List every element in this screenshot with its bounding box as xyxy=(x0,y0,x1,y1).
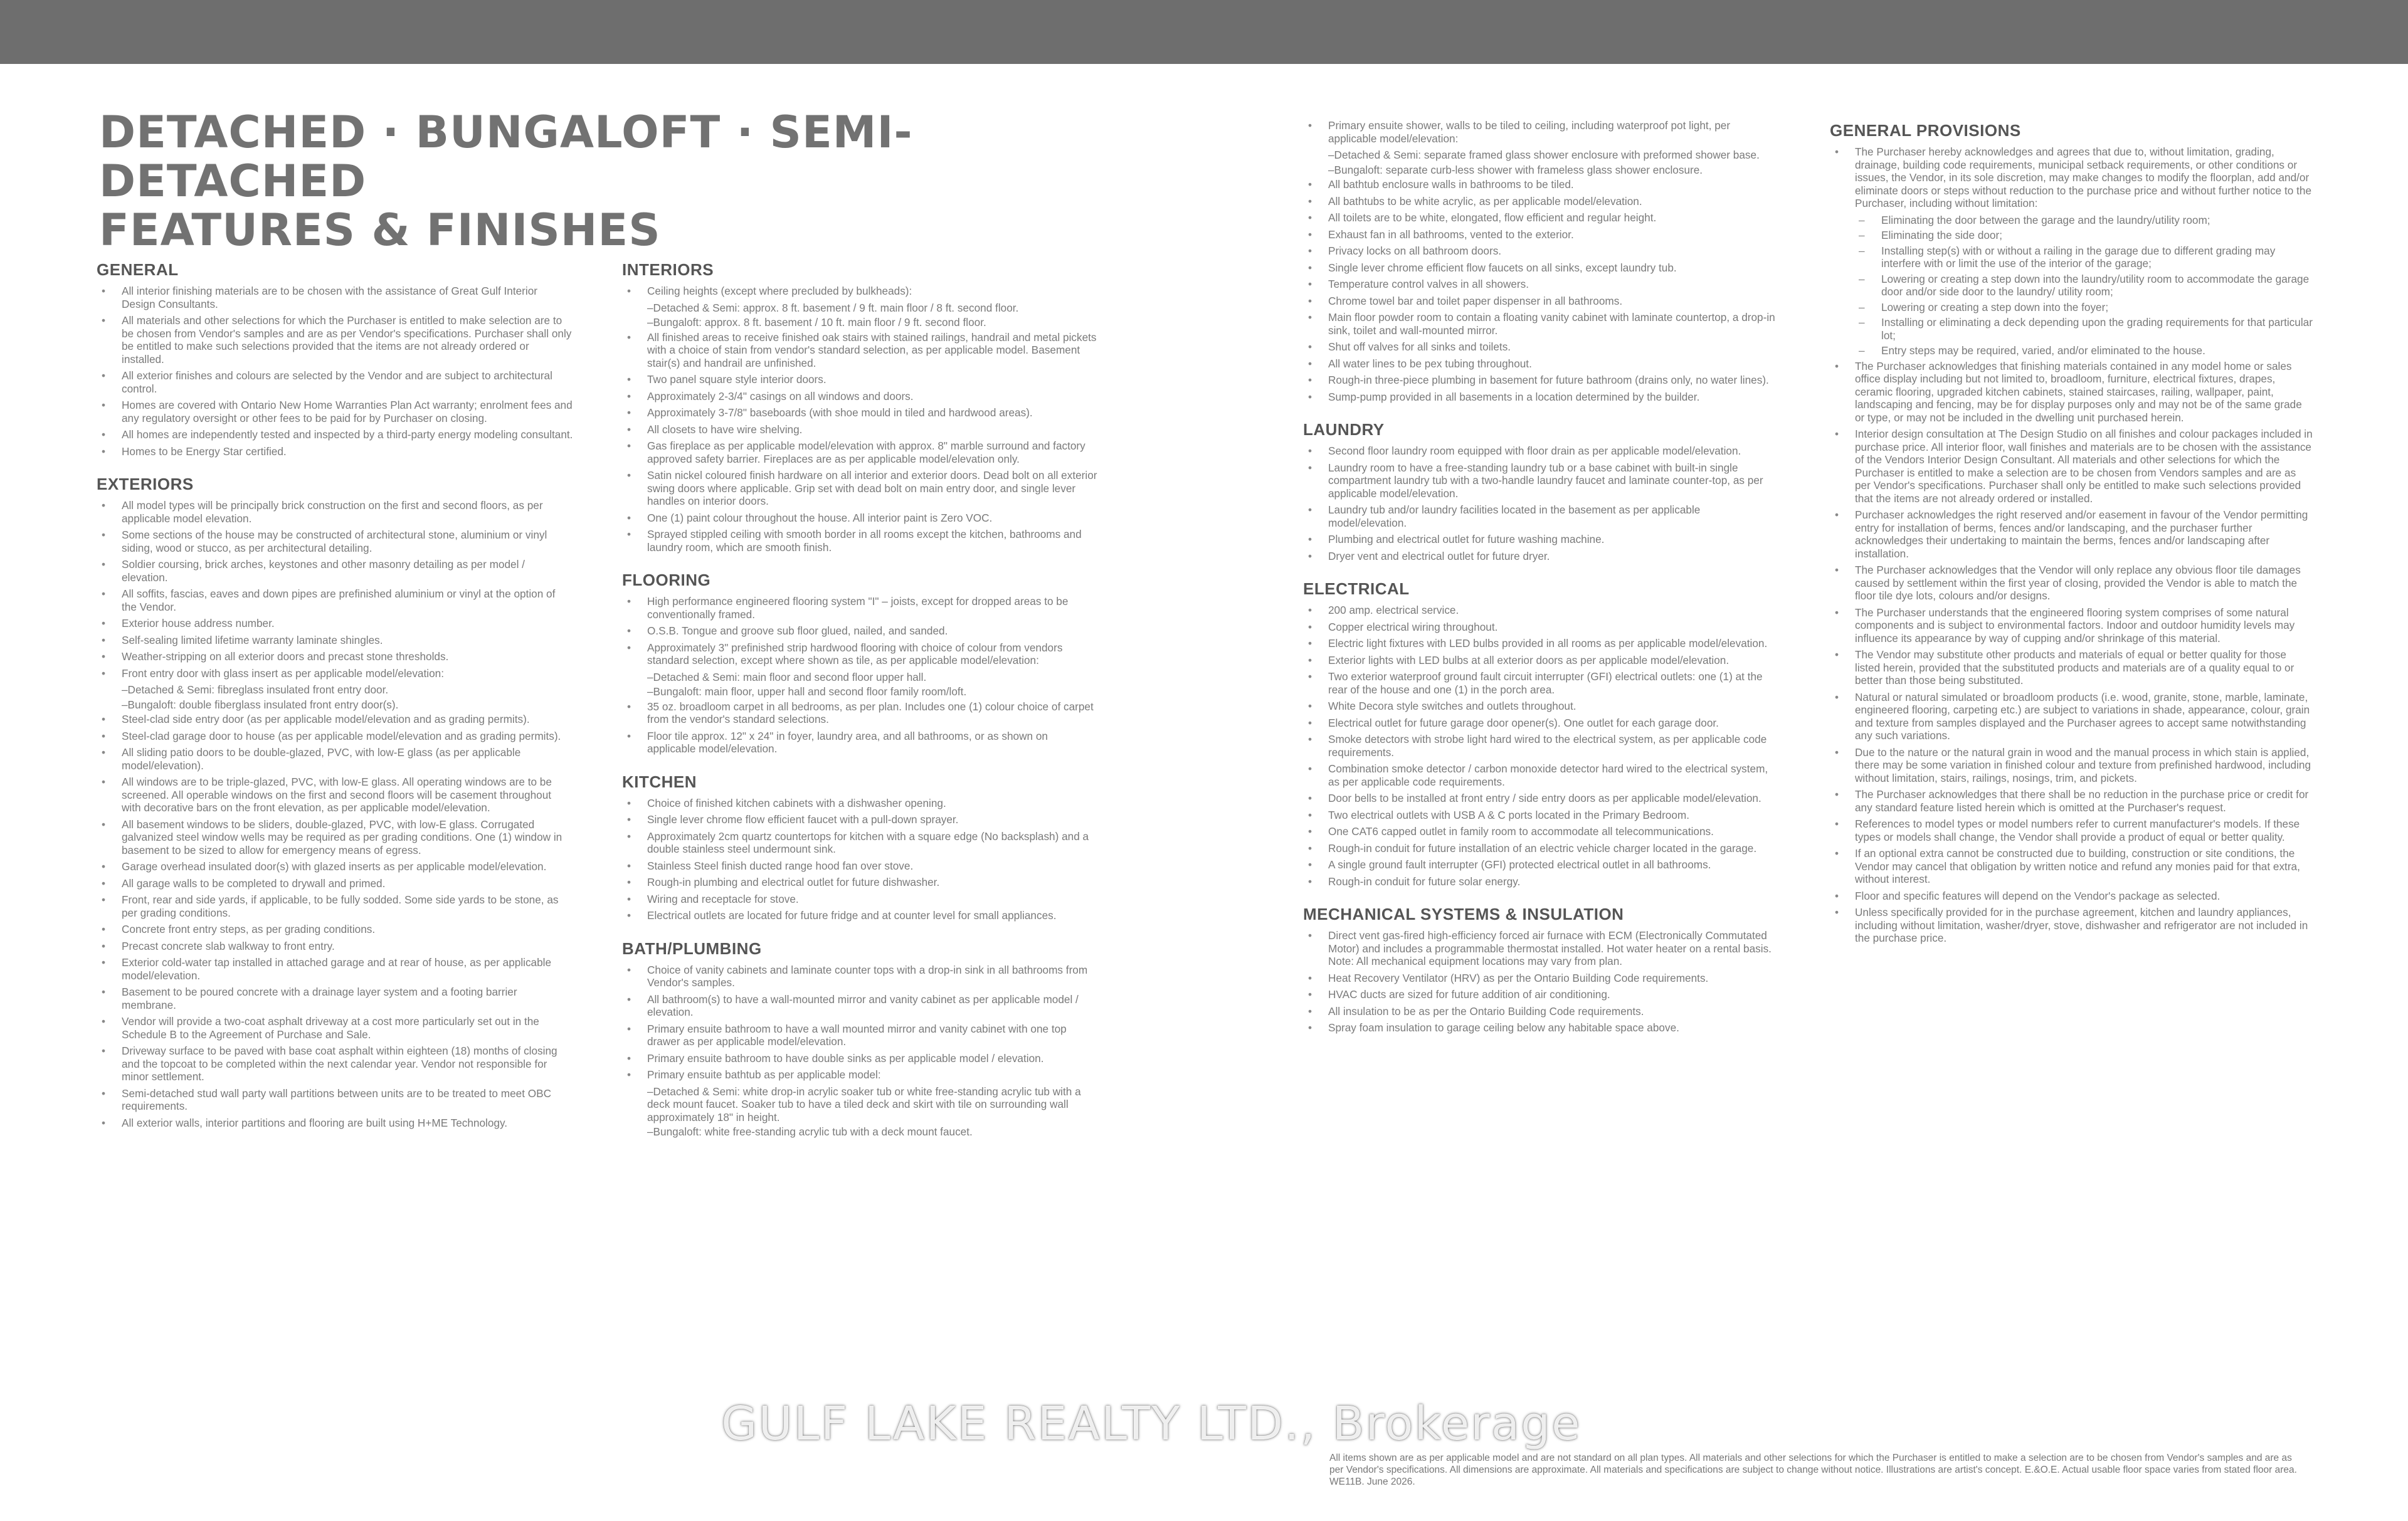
list-item: • Electrical outlets are located for future fridge and at counter level for small appliances. xyxy=(622,909,1099,922)
section-bath-plumbing xyxy=(622,937,1099,1139)
list-item: • Primary ensuite bathtub as per applicable model: xyxy=(622,1068,1099,1082)
feature-list xyxy=(622,797,1099,922)
list-item: • All garage walls to be completed to drywall and primed. xyxy=(97,877,573,890)
list-item: • Semi-detached stud wall party wall partitions between units are to be treated to meet OBC requirements. xyxy=(97,1087,573,1113)
list-item: • The Purchaser acknowledges that there shall be no reduction in the purchase price or credit for any standard feature listed herein which is omitted at the Purchaser's request. xyxy=(1830,788,2314,814)
list-item: • Gas fireplace as per applicable model/elevation with approx. 8" marble surround and factory approved safety barrier. Fireplaces are as per applicable model/elevation only. xyxy=(622,439,1099,465)
section-heading: GENERAL xyxy=(97,260,179,279)
list-item: • Due to the nature or the natural grain in wood and the manual process in which stain is applied, there may be some variation in finished colour and texture from prefinished hardwood, including without limitation, stairs, railings, nosings, trim, and pickets. xyxy=(1830,746,2314,785)
sub-list-item: –Bungaloft: approx. 8 ft. basement / 10 ft. main floor / 9 ft. second floor. xyxy=(647,316,986,329)
list-item: • Front, rear and side yards, if applicable, to be fully sodded. Some side yards to be stone, as per grading conditions. xyxy=(97,893,573,919)
list-item: • Heat Recovery Ventilator (HRV) as per the Ontario Building Code requirements. xyxy=(1303,972,1780,985)
list-item: • Door bells to be installed at front entry / side entry doors as per applicable model/elevation. xyxy=(1303,792,1780,805)
column-4 xyxy=(1830,119,2314,960)
list-item: • Primary ensuite shower, walls to be tiled to ceiling, including waterproof pot light, per applicable model/elevation: xyxy=(1303,119,1780,145)
feature-list xyxy=(97,285,573,458)
section-heading: BATH/PLUMBING xyxy=(622,939,762,958)
title-line-2: FEATURES & FINISHES xyxy=(99,204,661,256)
list-item: • If an optional extra cannot be constructed due to building, construction or site conditions, the Vendor may cancel that obligation by written notice and refund any monies paid for that extra, without interest. xyxy=(1830,847,2314,886)
list-item: • Floor and specific features will depend on the Vendor's package as selected. xyxy=(1830,890,2314,903)
sub-list-item: – Eliminating the side door; xyxy=(1830,229,2314,242)
section-heading: ELECTRICAL xyxy=(1303,579,1410,598)
list-item: • A single ground fault interrupter (GFI) protected electrical outlet in all bathrooms. xyxy=(1303,858,1780,871)
list-item: • All bathtub enclosure walls in bathrooms to be tiled. xyxy=(1303,178,1780,191)
section-laundry xyxy=(1303,418,1780,562)
section-kitchen xyxy=(622,771,1099,922)
list-item: • Two electrical outlets with USB A & C ports located in the Primary Bedroom. xyxy=(1303,809,1780,822)
list-item: • Wiring and receptacle for stove. xyxy=(622,893,1099,906)
list-item: • Copper electrical wiring throughout. xyxy=(1303,621,1780,634)
list-item: • Choice of finished kitchen cabinets with a dishwasher opening. xyxy=(622,797,1099,810)
list-item: • The Vendor may substitute other products and materials of equal or better quality for those listed herein, provided that the substituted products and materials are of a quality equal to or better than those being substituted. xyxy=(1830,648,2314,687)
list-item: • All basement windows to be sliders, double-glazed, PVC, with low-E glass. Corrugated galvanized steel window wells may be required as per grading conditions. One (1) window in basement to be sized to allow for emergency means of egress. xyxy=(97,818,573,857)
section-interiors xyxy=(622,258,1099,554)
section-exteriors xyxy=(97,473,573,1129)
section-heading: MECHANICAL SYSTEMS & INSULATION xyxy=(1303,905,1624,924)
feature-list xyxy=(1303,604,1780,888)
list-item: • All sliding patio doors to be double-glazed, PVC, with low-E glass (as per applicable model/elevation). xyxy=(97,746,573,772)
list-item: • Approximately 3" prefinished strip hardwood flooring with choice of colour from vendors standard selection, except where shown as tile, as per applicable model/elevation: xyxy=(622,641,1099,667)
list-item: • Two exterior waterproof ground fault circuit interrupter (GFI) electrical outlets: one (1) at the rear of the house and one (1) in the porch area. xyxy=(1303,670,1780,696)
list-item: • Unless specifically provided for in the purchase agreement, kitchen and laundry appliances, including without limitation, washer/dryer, stove, dishwasher and refrigerator are not included in the purchase price. xyxy=(1830,906,2314,945)
list-item: • High performance engineered flooring system "I" – joists, except for dropped areas to be conventionally framed. xyxy=(622,595,1099,621)
sub-list-item: – Installing or eliminating a deck depending upon the grading requirements for that particular lot; xyxy=(1830,316,2314,342)
sub-list-item: –Detached & Semi: white drop-in acrylic soaker tub or white free-standing acrylic tub with a deck mount faucet. Soaker tub to have a tiled deck and skirt with tile on surrounding wall approximately 18" in height. xyxy=(647,1085,1081,1124)
feature-list xyxy=(97,499,573,1129)
list-item: • Garage overhead insulated door(s) with glazed inserts as per applicable model/elevation. xyxy=(97,860,573,873)
list-item: • Steel-clad garage door to house (as per applicable model/elevation and as grading permits). xyxy=(97,730,573,743)
list-item: • Temperature control valves in all showers. xyxy=(1303,278,1780,291)
list-item: • The Purchaser acknowledges that the Vendor will only replace any obvious floor tile damages caused by settlement within the first year of closing, provided the Vendor is able to match the floor tile dye lots, colours and/or designs. xyxy=(1830,564,2314,603)
list-item: • One CAT6 capped outlet in family room to accommodate all telecommunications. xyxy=(1303,825,1780,838)
feature-list xyxy=(622,595,1099,755)
list-item: • Plumbing and electrical outlet for future washing machine. xyxy=(1303,533,1780,546)
top-banner xyxy=(0,0,2408,64)
list-item: • 200 amp. electrical service. xyxy=(1303,604,1780,617)
column-2 xyxy=(622,258,1099,1154)
list-item: • Rough-in three-piece plumbing in basement for future bathroom (drains only, no water lines). xyxy=(1303,374,1780,387)
section-heading: EXTERIORS xyxy=(97,475,194,493)
list-item: • Laundry tub and/or laundry facilities located in the basement as per applicable model/elevation. xyxy=(1303,503,1780,529)
section-heading: GENERAL PROVISIONS xyxy=(1830,121,2021,140)
list-item: • Weather-stripping on all exterior doors and precast stone thresholds. xyxy=(97,650,573,663)
list-item: • Exterior lights with LED bulbs at all exterior doors as per applicable model/elevation. xyxy=(1303,654,1780,667)
list-item: • All bathroom(s) to have a wall-mounted mirror and vanity cabinet as per applicable model / elevation. xyxy=(622,993,1099,1019)
section-general xyxy=(97,258,573,458)
list-item: • Two panel square style interior doors. xyxy=(622,373,1099,386)
list-item: • References to model types or model numbers refer to current manufacturer's models. If these types or models shall change, the Vendor shall provide a product of equal or better quality. xyxy=(1830,818,2314,843)
list-item: • One (1) paint colour throughout the house. All interior paint is Zero VOC. xyxy=(622,512,1099,525)
sub-list-item: –Detached & Semi: approx. 8 ft. basement / 9 ft. main floor / 8 ft. second floor. xyxy=(647,301,1019,314)
section-heading: KITCHEN xyxy=(622,772,697,791)
section-heading: INTERIORS xyxy=(622,260,714,279)
section-general-provisions xyxy=(1830,119,2314,945)
list-item: • Direct vent gas-fired high-efficiency forced air furnace with ECM (Electronically Commutated Motor) and includes a programmable thermostat installed. Hot water heater on a rental basis. Note: All mechanical equipment locations may vary from plan. xyxy=(1303,929,1780,968)
list-item: • All toilets are to be white, elongated, flow efficient and regular height. xyxy=(1303,211,1780,224)
feature-list xyxy=(622,964,1099,1139)
feature-list xyxy=(1303,445,1780,562)
list-item: • Primary ensuite bathroom to have a wall mounted mirror and vanity cabinet with one top drawer as per applicable model/elevation. xyxy=(622,1023,1099,1048)
list-item: • Interior design consultation at The Design Studio on all finishes and colour packages included in purchase price. All interior floor, wall finishes and materials are to be chosen with the assistance of the Vendors Interior Design Consultant. All materials and other selections for which the Purchaser is entitled to make a selection are to be chosen from Vendors samples and are as per Vendor's specifications. Purchaser shall only be entitled to make such selections provided that the items are not already ordered or installed. xyxy=(1830,428,2314,505)
list-item: • All exterior finishes and colours are selected by the Vendor and are subject to architectural control. xyxy=(97,369,573,395)
list-item: • Electric light fixtures with LED bulbs provided in all rooms as per applicable model/elevation. xyxy=(1303,637,1780,650)
list-item: • Purchaser acknowledges the right reserved and/or easement in favour of the Vendor permitting entry for installation of berms, fences and/or landscaping, and the purchaser further acknowledges their undertaking to maintain the berms, fences and/or landscaping after installation. xyxy=(1830,508,2314,560)
list-item: • Exterior house address number. xyxy=(97,617,573,630)
list-item: • All finished areas to receive finished oak stairs with stained railings, handrail and metal pickets with a choice of stain from vendor's standard selection, as per applicable model. Basement stair(s) and handrail are unfinished. xyxy=(622,331,1099,370)
list-item: • Privacy locks on all bathroom doors. xyxy=(1303,245,1780,258)
title-line-1: DETACHED · BUNGALOFT · SEMI-DETACHED xyxy=(99,107,913,207)
feature-list xyxy=(1830,145,2314,945)
list-item: • Precast concrete slab walkway to front entry. xyxy=(97,940,573,953)
list-item: • Rough-in conduit for future solar energy. xyxy=(1303,875,1780,888)
list-item: • All closets to have wire shelving. xyxy=(622,423,1099,436)
list-item: • The Purchaser hereby acknowledges and agrees that due to, without limitation, grading, drainage, building code requirements, municipal setback requirements, or other conditions or issues, the Vendor, in its sole discretion, may make changes to modify the floorplan, add and/or eliminate doors or steps without reduction to the purchase price and without further notice to the Purchaser, including without limitation: xyxy=(1830,145,2314,210)
section-mechanical-systems-insulation xyxy=(1303,903,1780,1034)
list-item: • All soffits, fascias, eaves and down pipes are prefinished aluminium or vinyl at the option of the Vendor. xyxy=(97,587,573,613)
column-3 xyxy=(1303,119,1780,1050)
list-item: • Approximately 2-3/4" casings on all windows and doors. xyxy=(622,390,1099,403)
list-item: • Approximately 2cm quartz countertops for kitchen with a square edge (No backsplash) and a double stainless steel undermount sink. xyxy=(622,830,1099,856)
list-item: • Driveway surface to be paved with base coat asphalt within eighteen (18) months of closing and the topcoat to be completed within the next calendar year. Vendor not responsible for minor settlement. xyxy=(97,1045,573,1083)
list-item: • Satin nickel coloured finish hardware on all interior and exterior doors. Dead bolt on all exterior swing doors where applicable. Grip set with dead bolt on main entry door, and single lever handles on interior doors. xyxy=(622,469,1099,508)
sub-list-item: –Bungaloft: white free-standing acrylic tub with a deck mount faucet. xyxy=(647,1125,973,1138)
list-item: • Electrical outlet for future garage door opener(s). One outlet for each garage door. xyxy=(1303,717,1780,730)
list-item: • Single lever chrome flow efficient faucet with a pull-down sprayer. xyxy=(622,813,1099,826)
feature-list xyxy=(622,285,1099,554)
list-item: • Steel-clad side entry door (as per applicable model/elevation and as grading permits). xyxy=(97,713,573,726)
list-item: • Approximately 3-7/8" baseboards (with shoe mould in tiled and hardwood areas). xyxy=(622,406,1099,419)
list-item: • Basement to be poured concrete with a drainage layer system and a footing barrier membrane. xyxy=(97,986,573,1011)
sub-list-item: –Bungaloft: separate curb-less shower with frameless glass shower enclosure. xyxy=(1328,163,1703,176)
list-item: • Exterior cold-water tap installed in attached garage and at rear of house, as per applicable model/elevation. xyxy=(97,956,573,982)
list-item: • Stainless Steel finish ducted range hood fan over stove. xyxy=(622,860,1099,873)
list-item: • Natural or natural simulated or broadloom products (i.e. wood, granite, stone, marble, laminate, engineered flooring, carpeting etc.) are subject to variations in shade, appearance, colour, grain and texture from samples displayed and the Purchaser agrees to accept same notwithstanding any such variations. xyxy=(1830,691,2314,742)
section-continued xyxy=(1303,119,1780,403)
section-heading: FLOORING xyxy=(622,571,711,589)
sub-list-item: –Detached & Semi: fibreglass insulated front entry door. xyxy=(122,683,389,696)
list-item: • Sump-pump provided in all basements in a location determined by the builder. xyxy=(1303,391,1780,404)
list-item: • O.S.B. Tongue and groove sub floor glued, nailed, and sanded. xyxy=(622,624,1099,638)
list-item: • HVAC ducts are sized for future addition of air conditioning. xyxy=(1303,988,1780,1001)
list-item: • Main floor powder room to contain a floating vanity cabinet with laminate countertop, a drop-in sink, toilet and wall-mounted mirror. xyxy=(1303,311,1780,337)
list-item: • Single lever chrome efficient flow faucets on all sinks, except laundry tub. xyxy=(1303,261,1780,275)
sub-list-item: –Bungaloft: double fiberglass insulated front entry door(s). xyxy=(122,698,399,711)
list-item: • All materials and other selections for which the Purchaser is entitled to make selection are to be chosen from Vendor's samples and are as per Vendor's specifications. Purchaser shall only be entitled to make such selections provided that the items are not already ordered or installed. xyxy=(97,314,573,366)
page-title xyxy=(99,108,1165,255)
list-item: • Homes are covered with Ontario New Home Warranties Plan Act warranty; enrolment fees and any regulatory oversight or other fees to be paid for by Purchaser on closing. xyxy=(97,399,573,424)
list-item: • Concrete front entry steps, as per grading conditions. xyxy=(97,923,573,936)
list-item: • Soldier coursing, brick arches, keystones and other masonry detailing as per model / elevation. xyxy=(97,558,573,584)
sub-list-item: –Detached & Semi: main floor and second floor upper hall. xyxy=(647,670,927,683)
list-item: • Chrome towel bar and toilet paper dispenser in all bathrooms. xyxy=(1303,295,1780,308)
list-item: • Choice of vanity cabinets and laminate counter tops with a drop-in sink in all bathrooms from Vendor's samples. xyxy=(622,964,1099,989)
sub-list-item: –Detached & Semi: separate framed glass shower enclosure with preformed shower base. xyxy=(1328,149,1760,161)
list-item: • All homes are independently tested and inspected by a third-party energy modeling consultant. xyxy=(97,428,573,441)
list-item: • All bathtubs to be white acrylic, as per applicable model/elevation. xyxy=(1303,195,1780,208)
section-flooring xyxy=(622,569,1099,755)
list-item: • 35 oz. broadloom carpet in all bedrooms, as per plan. Includes one (1) colour choice of carpet from the vendor's standard selections. xyxy=(622,700,1099,726)
list-item: • Exhaust fan in all bathrooms, vented to the exterior. xyxy=(1303,228,1780,241)
section-heading: LAUNDRY xyxy=(1303,420,1385,439)
feature-list xyxy=(1303,929,1780,1034)
list-item: • Dryer vent and electrical outlet for future dryer. xyxy=(1303,550,1780,563)
list-item: • All water lines to be pex tubing throughout. xyxy=(1303,357,1780,371)
list-item: • All model types will be principally brick construction on the first and second floors, as per applicable model elevation. xyxy=(97,499,573,525)
list-item: • Primary ensuite bathroom to have double sinks as per applicable model / elevation. xyxy=(622,1052,1099,1065)
list-item: • All windows are to be triple-glazed, PVC, with low-E glass. All operating windows are to be screened. All operable windows on the first and second floors will be casement throughout with decorative bars on the front elevation, as per applicable model/elevation. xyxy=(97,776,573,814)
sub-list-item: – Lowering or creating a step down into the foyer; xyxy=(1830,301,2314,314)
list-item: • Front entry door with glass insert as per applicable model/elevation: xyxy=(97,667,573,680)
brokerage-watermark: GULF LAKE REALTY LTD., Brokerage xyxy=(721,1397,1582,1451)
sub-list-item: – Installing step(s) with or without a railing in the garage due to different grading may interfere with or limit the use of the interior of the garage; xyxy=(1830,245,2314,270)
sub-list-item: – Entry steps may be required, varied, and/or eliminated to the house. xyxy=(1830,344,2314,357)
list-item: • Self-sealing limited lifetime warranty laminate shingles. xyxy=(97,634,573,647)
list-item: • Shut off valves for all sinks and toilets. xyxy=(1303,340,1780,354)
sub-list-item: – Eliminating the door between the garage and the laundry/utility room; xyxy=(1830,214,2314,227)
list-item: • Rough-in plumbing and electrical outlet for future dishwasher. xyxy=(622,876,1099,889)
list-item: • Second floor laundry room equipped with floor drain as per applicable model/elevation. xyxy=(1303,445,1780,458)
list-item: • All interior finishing materials are to be chosen with the assistance of Great Gulf Interior Design Consultants. xyxy=(97,285,573,310)
list-item: • Spray foam insulation to garage ceiling below any habitable space above. xyxy=(1303,1021,1780,1034)
sub-list-item: – Lowering or creating a step down into the laundry/utility room to accommodate the garage door and/or side door to the laundry/ utility room; xyxy=(1830,273,2314,298)
list-item: • The Purchaser acknowledges that finishing materials contained in any model home or sales office display including but not limited to, broadloom, furniture, electrical fixtures, drapes, ceramic flooring, upgraded kitchen cabinets, stained staircases, railing, wallpaper, paint, landscaping and fencing, may be for display purposes only and may not be of the same grade or type, or may not be included in the dwelling unit purchased herein. xyxy=(1830,360,2314,424)
list-item: • Floor tile approx. 12" x 24" in foyer, laundry area, and all bathrooms, or as shown on applicable model/elevation. xyxy=(622,730,1099,755)
list-item: • Homes to be Energy Star certified. xyxy=(97,445,573,458)
list-item: • Combination smoke detector / carbon monoxide detector hard wired to the electrical system, as per applicable code requirements. xyxy=(1303,762,1780,788)
list-item: • Ceiling heights (except where precluded by bulkheads): xyxy=(622,285,1099,298)
feature-list xyxy=(1303,119,1780,403)
list-item: • White Decora style switches and outlets throughout. xyxy=(1303,700,1780,713)
list-item: • Sprayed stippled ceiling with smooth border in all rooms except the kitchen, bathrooms and laundry room, which are smooth finish. xyxy=(622,528,1099,554)
list-item: • All exterior walls, interior partitions and flooring are built using H+ME Technology. xyxy=(97,1117,573,1130)
column-1 xyxy=(97,258,573,1144)
list-item: • Laundry room to have a free-standing laundry tub or a base cabinet with built-in single compartment laundry tub with a two-handle laundry faucet and laminate counter-top, as per applicable model/elevation. xyxy=(1303,461,1780,500)
list-item: • Vendor will provide a two-coat asphalt driveway at a cost more particularly set out in the Schedule B to the Agreement of Purchase and Sale. xyxy=(97,1015,573,1041)
sub-list-item: –Bungaloft: main floor, upper hall and second floor family room/loft. xyxy=(647,685,967,698)
list-item: • All insulation to be as per the Ontario Building Code requirements. xyxy=(1303,1005,1780,1018)
list-item: • The Purchaser understands that the engineered flooring system comprises of some natural components and is subject to environmental factors. Indoor and outdoor humidity levels may influence its appearance by way of cupping and/or shrinkage of this material. xyxy=(1830,606,2314,645)
list-item: • Smoke detectors with strobe light hard wired to the electrical system, as per applicable code requirements. xyxy=(1303,733,1780,759)
list-item: • Rough-in conduit for future installation of an electric vehicle charger located in the garage. xyxy=(1303,842,1780,855)
disclaimer-footnote: All items shown are as per applicable model and are not standard on all plan types. All materials and other selections for which the Purchaser is entitled to make a selection are to be chosen from Vendor's samples and are as per Vendor's specifications. All dimensions are approximate. All materials and specifications are subject to change without notice. Illustrations are artist's concept. E.&O.E. Actual usable floor space varies from stated floor area. WE11B. June 2026. xyxy=(1329,1453,2297,1487)
list-item: • Some sections of the house may be constructed of architectural stone, aluminium or vinyl siding, wood or stucco, as per architectural detailing. xyxy=(97,529,573,554)
section-electrical xyxy=(1303,577,1780,888)
